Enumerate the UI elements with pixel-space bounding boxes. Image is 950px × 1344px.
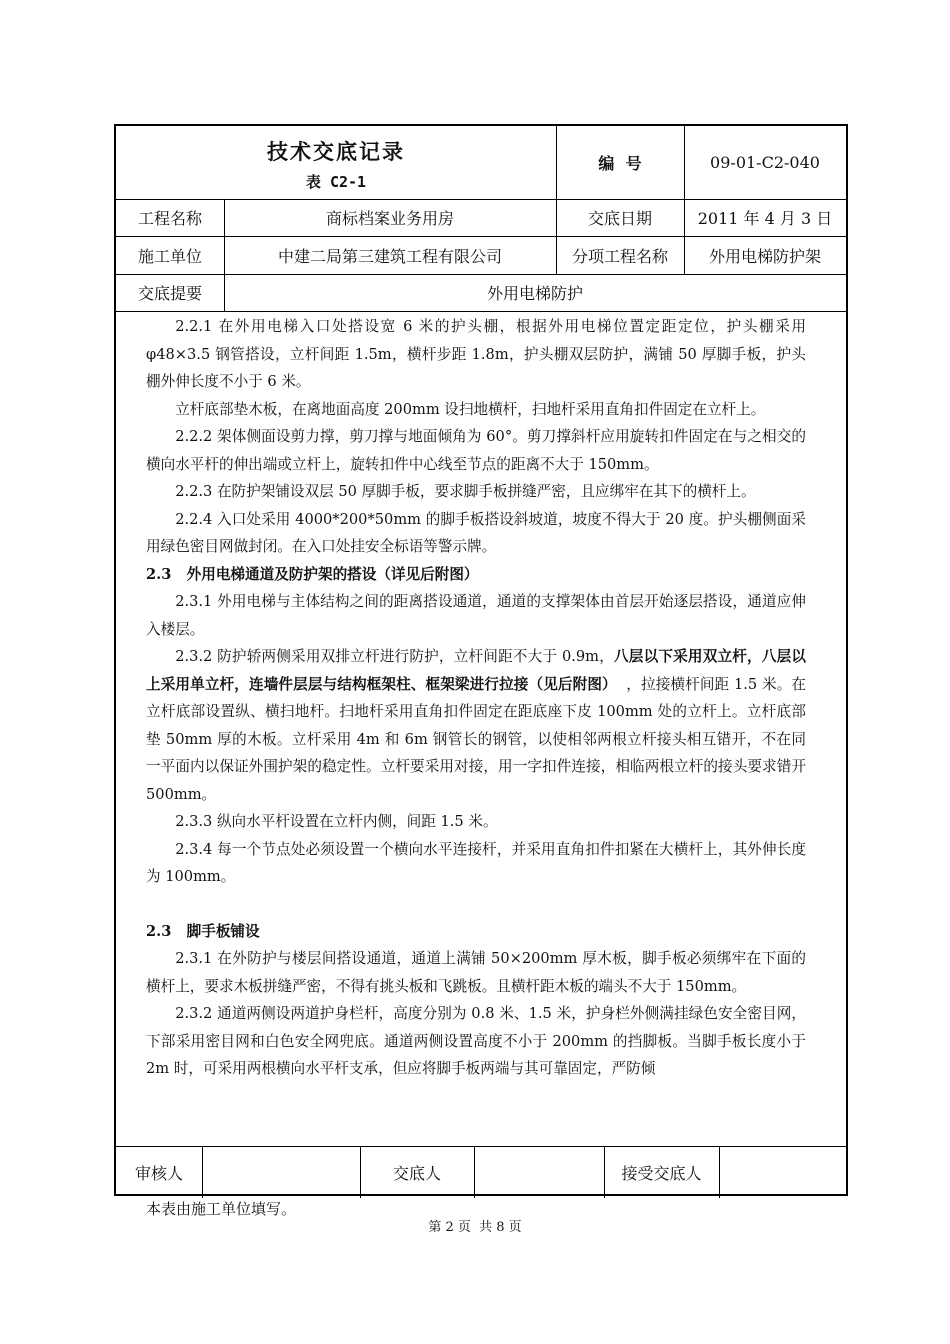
paragraph: 2.2.1 在外用电梯入口处搭设宽 6 米的护头棚，根据外用电梯位置定距定位，护头棚采用φ48×3.5 钢管搭设，立杆间距 1.5m，横杆步距 1.8m，护头棚双层防护，满铺 50 厚脚手板，护头棚外伸长度不小于 6 米。 — [146, 318, 806, 390]
section-heading: 2.3 脚手板铺设 — [146, 922, 260, 940]
paragraph — [146, 643, 811, 808]
paragraph: 2.2.2 架体侧面设剪力撑，剪刀撑与地面倾角为 60°。剪刀撑斜杆应用旋转扣件固定在与之相交的横向水平杆的伸出端或立杆上，旋转扣件中心线至节点的距离不大于 150mm。 — [146, 428, 806, 473]
subitem-value: 外用电梯防护架 — [708, 246, 821, 266]
paragraph: 2.3.4 每一个节点处必须设置一个横向水平连接杆，并采用直角扣件扣紧在大横杆上，其外伸长度为 100mm。 — [146, 840, 806, 885]
summary-label: 交底提要 — [137, 284, 202, 303]
reviewer-label: 审核人 — [134, 1163, 183, 1183]
form-note: 本表由施工单位填写。 — [146, 1200, 297, 1218]
page-number: 第 2 页 共 8 页 — [428, 1220, 522, 1235]
paragraph-text: ，拉接横杆间距 1.5 米。在立杆底部设置纵、横扫地杆。扫地杆采用直角扣件固定在距底座下皮 100mm 处的立杆上。立杆底部垫 50mm 厚的木板。立杆采用 4m 和 6m 钢管长的钢管，以使相邻两根立杆接头相互错开，不在同一平面内以保证外围护架的稳定性。立杆要采用对接，用一字扣件连接，相临两根立杆的接头要求错开 500mm。 — [146, 675, 811, 803]
paragraph: 2.3.1 在外防护与楼层间搭设通道，通道上满铺 50×200mm 厚木板，脚手板必须绑牢在下面的横杆上，要求木板拼缝严密，不得有挑头板和飞跳板。且横杆距木板的端头不大于 150mm。 — [146, 950, 806, 995]
paragraph: 2.2.3 在防护架铺设双层 50 厚脚手板，要求脚手板拼缝严密，且应绑牢在其下的横杆上。 — [175, 483, 756, 500]
summary-value: 外用电梯防护 — [486, 284, 583, 303]
project-value: 商标档案业务用房 — [325, 209, 454, 228]
presenter-signature-field[interactable] — [474, 1146, 604, 1198]
form-number: 表 C2-1 — [305, 172, 367, 191]
record-form — [114, 124, 848, 1196]
unit-value: 中建二局第三建筑工程有限公司 — [277, 246, 502, 266]
paragraph: 立杆底部垫木板，在离地面高度 200mm 设扫地横杆，扫地杆采用直角扣件固定在立杆上。 — [175, 400, 766, 418]
reviewer-signature-field[interactable] — [202, 1146, 360, 1198]
section-heading: 2.3 外用电梯通道及防护架的搭设（详见后附图） — [146, 565, 479, 583]
date-label: 交底日期 — [587, 209, 652, 228]
rule — [116, 311, 846, 312]
receiver-label: 接受交底人 — [621, 1163, 702, 1183]
spacer — [146, 891, 806, 918]
paragraph: 2.3.1 外用电梯与主体结构之间的距离搭设通道，通道的支撑架体由首层开始逐层搭设，通道应伸入楼层。 — [146, 593, 806, 638]
project-label: 工程名称 — [137, 209, 202, 228]
form-title: 技术交底记录 — [267, 140, 405, 164]
paragraph: 2.3.2 通道两侧设两道护身栏杆，高度分别为 0.8 米、1.5 米，护身栏外侧满挂绿色安全密目网，下部采用密目网和白色安全网兜底。通道两侧设置高度不小于 200mm 的挡脚板。当脚手板长度小于 2m 时，可采用两根横向水平杆支承，但应将脚手板两端与其可靠固定，严防倾 — [146, 1005, 806, 1077]
date-value: 2011 年 4 月 3 日 — [697, 209, 833, 228]
presenter-label: 交底人 — [392, 1163, 441, 1183]
emphasized-text: 八层以下采用双立杆，八层以上采用单立杆，连墙件层层与结构框架柱、框架梁进行拉接（见后附图） — [146, 648, 806, 693]
code-value: 09-01-C2-040 — [710, 153, 820, 172]
paragraph: 2.2.4 入口处采用 4000*200*50mm 的脚手板搭设斜坡道，坡度不得大于 20 度。护头棚侧面采用绿色密目网做封闭。在入口处挂安全标语等警示牌。 — [146, 510, 806, 555]
paragraph: 2.3.3 纵向水平杆设置在立杆内侧，间距 1.5 米。 — [175, 813, 498, 830]
code-label: 编 号 — [598, 154, 642, 173]
unit-label: 施工单位 — [137, 246, 202, 266]
subitem-label: 分项工程名称 — [571, 246, 668, 266]
disclosure-content — [146, 313, 811, 1083]
receiver-signature-field[interactable] — [719, 1146, 846, 1198]
paragraph-text: 2.3.2 防护轿两侧采用双排立杆进行防护，立杆间距不大于 0.9m， — [175, 648, 614, 665]
